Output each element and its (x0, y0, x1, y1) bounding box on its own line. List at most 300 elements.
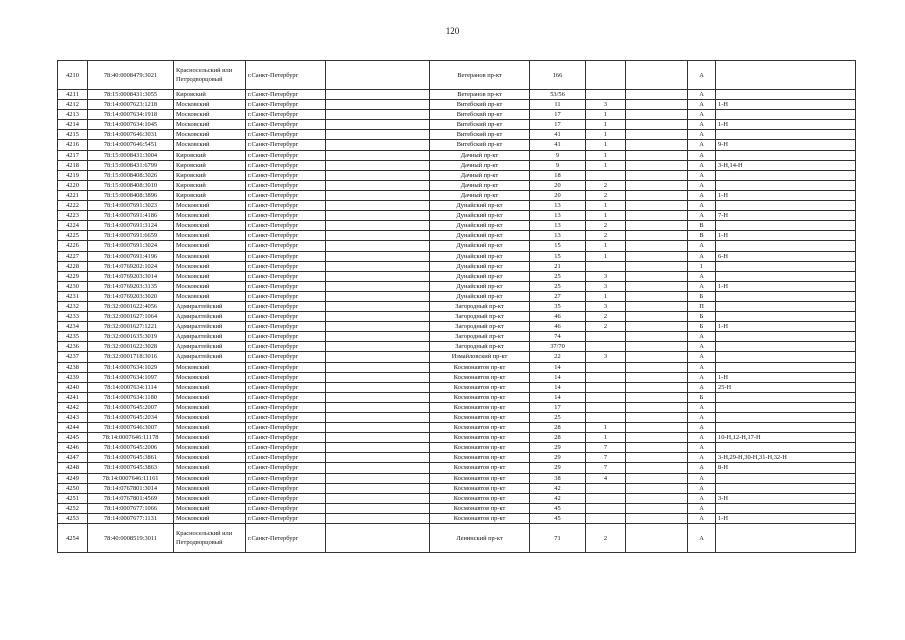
cadastral-number: 78:14:0007634:1918 (88, 110, 174, 120)
city: г.Санкт-Петербург (246, 342, 326, 352)
empty-cell (626, 211, 688, 221)
building-number: 1 (586, 120, 626, 130)
letter: А (688, 100, 716, 110)
cadastral-number: 78:14:0007691:6659 (88, 231, 174, 241)
letter: А (688, 402, 716, 412)
city: г.Санкт-Петербург (246, 231, 326, 241)
letter: Б (688, 291, 716, 301)
premises (716, 170, 856, 180)
district: Московский (174, 110, 246, 120)
empty-cell (626, 513, 688, 523)
table-row (58, 201, 856, 211)
building-number: 3 (586, 100, 626, 110)
city: г.Санкт-Петербург (246, 322, 326, 332)
street: Витебский пр-кт (430, 130, 530, 140)
house-number: 29 (530, 443, 586, 453)
house-number: 42 (530, 493, 586, 503)
row-number: 4240 (58, 382, 88, 392)
district: Московский (174, 221, 246, 231)
empty-cell (626, 503, 688, 513)
row-number: 4215 (58, 130, 88, 140)
letter: Б (688, 392, 716, 402)
row-number: 4228 (58, 261, 88, 271)
table-row (58, 251, 856, 261)
street: Космонавтов пр-кт (430, 453, 530, 463)
cadastral-number: 78:14:0007646:11161 (88, 473, 174, 483)
row-number: 4250 (58, 483, 88, 493)
row-number: 4212 (58, 100, 88, 110)
row-number: 4231 (58, 291, 88, 301)
cadastral-number: 78:14:0007645:2007 (88, 402, 174, 412)
table-row (58, 372, 856, 382)
district: Московский (174, 513, 246, 523)
district: Кировский (174, 180, 246, 190)
letter: 1 (688, 261, 716, 271)
district: Московский (174, 473, 246, 483)
street: Дунайский пр-кт (430, 271, 530, 281)
letter: А (688, 513, 716, 523)
empty-cell (626, 433, 688, 443)
letter: П (688, 301, 716, 311)
empty-cell (326, 301, 430, 311)
district: Московский (174, 402, 246, 412)
house-number: 13 (530, 211, 586, 221)
city: г.Санкт-Петербург (246, 312, 326, 322)
district: Московский (174, 483, 246, 493)
cadastral-number: 78:14:0007645:2006 (88, 443, 174, 453)
street: Дунайский пр-кт (430, 261, 530, 271)
empty-cell (626, 473, 688, 483)
letter: А (688, 150, 716, 160)
row-number: 4246 (58, 443, 88, 453)
city: г.Санкт-Петербург (246, 503, 326, 513)
cadastral-number: 78:32:0001718:3016 (88, 352, 174, 362)
building-number (586, 261, 626, 271)
cadastral-number: 78:14:0769203:3135 (88, 281, 174, 291)
row-number: 4210 (58, 61, 88, 90)
house-number: 41 (530, 130, 586, 140)
house-number: 17 (530, 402, 586, 412)
letter: А (688, 241, 716, 251)
empty-cell (626, 100, 688, 110)
empty-cell (326, 61, 430, 90)
empty-cell (326, 443, 430, 453)
empty-cell (626, 332, 688, 342)
premises (716, 342, 856, 352)
table-row (58, 170, 856, 180)
city: г.Санкт-Петербург (246, 61, 326, 90)
building-number: 3 (586, 301, 626, 311)
building-number: 1 (586, 110, 626, 120)
city: г.Санкт-Петербург (246, 372, 326, 382)
city: г.Санкт-Петербург (246, 352, 326, 362)
premises (716, 362, 856, 372)
city: г.Санкт-Петербург (246, 524, 326, 553)
district: Кировский (174, 90, 246, 100)
row-number: 4217 (58, 150, 88, 160)
row-number: 4225 (58, 231, 88, 241)
house-number: 45 (530, 513, 586, 523)
empty-cell (326, 463, 430, 473)
house-number: 41 (530, 140, 586, 150)
house-number: 9 (530, 150, 586, 160)
table-row (58, 493, 856, 503)
empty-cell (326, 453, 430, 463)
letter: А (688, 140, 716, 150)
district: Адмиралтейский (174, 322, 246, 332)
row-number: 4254 (58, 524, 88, 553)
cadastral-number: 78:15:0008431:6799 (88, 160, 174, 170)
district: Московский (174, 100, 246, 110)
district: Московский (174, 503, 246, 513)
empty-cell (626, 180, 688, 190)
premises: 9-Н (716, 140, 856, 150)
street: Ленинский пр-кт (430, 524, 530, 553)
table-row (58, 211, 856, 221)
empty-cell (326, 201, 430, 211)
street: Дунайский пр-кт (430, 251, 530, 261)
house-number: 13 (530, 201, 586, 211)
empty-cell (326, 433, 430, 443)
letter: А (688, 110, 716, 120)
premises (716, 110, 856, 120)
table-row (58, 160, 856, 170)
letter: А (688, 120, 716, 130)
empty-cell (326, 221, 430, 231)
city: г.Санкт-Петербург (246, 473, 326, 483)
street: Дачный пр-кт (430, 150, 530, 160)
city: г.Санкт-Петербург (246, 433, 326, 443)
table-row (58, 463, 856, 473)
table-row (58, 312, 856, 322)
empty-cell (326, 110, 430, 120)
building-number (586, 332, 626, 342)
row-number: 4216 (58, 140, 88, 150)
city: г.Санкт-Петербург (246, 291, 326, 301)
empty-cell (626, 140, 688, 150)
building-number (586, 342, 626, 352)
house-number: 42 (530, 483, 586, 493)
district: Московский (174, 201, 246, 211)
city: г.Санкт-Петербург (246, 453, 326, 463)
letter: А (688, 130, 716, 140)
empty-cell (626, 130, 688, 140)
building-number (586, 362, 626, 372)
table-row (58, 241, 856, 251)
building-number: 1 (586, 201, 626, 211)
empty-cell (626, 423, 688, 433)
premises (716, 301, 856, 311)
table-row (58, 190, 856, 200)
empty-cell (626, 402, 688, 412)
house-number: 29 (530, 453, 586, 463)
letter: А (688, 90, 716, 100)
empty-cell (326, 524, 430, 553)
letter: А (688, 180, 716, 190)
building-number: 3 (586, 281, 626, 291)
premises (716, 241, 856, 251)
building-number (586, 170, 626, 180)
building-number: 2 (586, 231, 626, 241)
row-number: 4223 (58, 211, 88, 221)
premises: 1-Н (716, 190, 856, 200)
premises (716, 291, 856, 301)
empty-cell (326, 513, 430, 523)
letter: А (688, 201, 716, 211)
street: Космонавтов пр-кт (430, 503, 530, 513)
district: Кировский (174, 150, 246, 160)
street: Загородный пр-кт (430, 312, 530, 322)
cadastral-number: 78:14:0007691:3023 (88, 201, 174, 211)
cadastral-number: 78:14:0007691:3124 (88, 221, 174, 231)
city: г.Санкт-Петербург (246, 221, 326, 231)
table-row (58, 483, 856, 493)
table-row (58, 513, 856, 523)
city: г.Санкт-Петербург (246, 413, 326, 423)
row-number: 4221 (58, 190, 88, 200)
empty-cell (626, 241, 688, 251)
premises (716, 261, 856, 271)
district: Адмиралтейский (174, 332, 246, 342)
letter: А (688, 160, 716, 170)
empty-cell (626, 413, 688, 423)
empty-cell (326, 190, 430, 200)
city: г.Санкт-Петербург (246, 211, 326, 221)
city: г.Санкт-Петербург (246, 301, 326, 311)
row-number: 4252 (58, 503, 88, 513)
table-row (58, 362, 856, 372)
row-number: 4233 (58, 312, 88, 322)
table-row (58, 261, 856, 271)
letter: А (688, 453, 716, 463)
empty-cell (626, 301, 688, 311)
empty-cell (326, 362, 430, 372)
house-number: 9 (530, 160, 586, 170)
empty-cell (626, 61, 688, 90)
street: Ветеранов пр-кт (430, 90, 530, 100)
street: Космонавтов пр-кт (430, 392, 530, 402)
street: Космонавтов пр-кт (430, 463, 530, 473)
city: г.Санкт-Петербург (246, 271, 326, 281)
house-number: 14 (530, 392, 586, 402)
empty-cell (326, 241, 430, 251)
empty-cell (326, 322, 430, 332)
letter: Б (688, 322, 716, 332)
premises: 1-Н (716, 100, 856, 110)
cadastral-number: 78:14:0769203:3014 (88, 271, 174, 281)
cadastral-number: 78:14:0007691:4196 (88, 251, 174, 261)
letter: А (688, 271, 716, 281)
premises: 1-Н (716, 372, 856, 382)
table-row (58, 120, 856, 130)
street: Космонавтов пр-кт (430, 423, 530, 433)
building-number: 2 (586, 524, 626, 553)
premises (716, 332, 856, 342)
premises (716, 201, 856, 211)
empty-cell (626, 342, 688, 352)
house-number: 46 (530, 312, 586, 322)
table-row (58, 402, 856, 412)
cadastral-number: 78:14:0007691:3024 (88, 241, 174, 251)
premises: 3-Н (716, 493, 856, 503)
premises (716, 150, 856, 160)
premises (716, 352, 856, 362)
letter: А (688, 61, 716, 90)
row-number: 4244 (58, 423, 88, 433)
city: г.Санкт-Петербург (246, 160, 326, 170)
empty-cell (626, 372, 688, 382)
empty-cell (326, 423, 430, 433)
row-number: 4253 (58, 513, 88, 523)
building-number (586, 90, 626, 100)
district: Московский (174, 382, 246, 392)
empty-cell (326, 160, 430, 170)
house-number: 74 (530, 332, 586, 342)
empty-cell (326, 140, 430, 150)
table-row (58, 150, 856, 160)
house-number: 25 (530, 281, 586, 291)
street: Загородный пр-кт (430, 322, 530, 332)
row-number: 4232 (58, 301, 88, 311)
empty-cell (626, 322, 688, 332)
table-row (58, 382, 856, 392)
cadastral-number: 78:14:0007634:1180 (88, 392, 174, 402)
empty-cell (326, 231, 430, 241)
building-number (586, 392, 626, 402)
district: Московский (174, 493, 246, 503)
cadastral-number: 78:15:0008408:3896 (88, 190, 174, 200)
street: Космонавтов пр-кт (430, 362, 530, 372)
premises: 1-Н (716, 322, 856, 332)
premises (716, 524, 856, 553)
table-row (58, 221, 856, 231)
empty-cell (626, 90, 688, 100)
empty-cell (326, 352, 430, 362)
row-number: 4234 (58, 322, 88, 332)
cadastral-number: 78:40:0008519:3011 (88, 524, 174, 553)
row-number: 4236 (58, 342, 88, 352)
empty-cell (326, 90, 430, 100)
house-number: 53/56 (530, 90, 586, 100)
building-number (586, 372, 626, 382)
cadastral-number: 78:14:0007646:11178 (88, 433, 174, 443)
cadastral-number: 78:14:0007634:1029 (88, 362, 174, 372)
premises (716, 392, 856, 402)
table-row (58, 90, 856, 100)
empty-cell (326, 271, 430, 281)
district: Кировский (174, 170, 246, 180)
house-number: 28 (530, 433, 586, 443)
street: Космонавтов пр-кт (430, 433, 530, 443)
empty-cell (626, 120, 688, 130)
empty-cell (626, 443, 688, 453)
empty-cell (626, 251, 688, 261)
district: Московский (174, 372, 246, 382)
row-number: 4226 (58, 241, 88, 251)
row-number: 4230 (58, 281, 88, 291)
street: Космонавтов пр-кт (430, 443, 530, 453)
table-row (58, 130, 856, 140)
house-number: 25 (530, 413, 586, 423)
city: г.Санкт-Петербург (246, 120, 326, 130)
premises (716, 413, 856, 423)
row-number: 4211 (58, 90, 88, 100)
row-number: 4222 (58, 201, 88, 211)
house-number: 29 (530, 463, 586, 473)
district: Московский (174, 120, 246, 130)
district: Московский (174, 281, 246, 291)
house-number: 13 (530, 221, 586, 231)
building-number: 1 (586, 291, 626, 301)
row-number: 4247 (58, 453, 88, 463)
district: Московский (174, 443, 246, 453)
building-number (586, 513, 626, 523)
row-number: 4218 (58, 160, 88, 170)
building-number: 3 (586, 352, 626, 362)
premises (716, 423, 856, 433)
empty-cell (626, 190, 688, 200)
street: Загородный пр-кт (430, 342, 530, 352)
city: г.Санкт-Петербург (246, 201, 326, 211)
table-row (58, 281, 856, 291)
premises (716, 130, 856, 140)
empty-cell (326, 483, 430, 493)
letter: А (688, 362, 716, 372)
street: Космонавтов пр-кт (430, 382, 530, 392)
registry-table (57, 60, 856, 553)
district: Московский (174, 413, 246, 423)
house-number: 45 (530, 503, 586, 513)
street: Космонавтов пр-кт (430, 402, 530, 412)
letter: А (688, 493, 716, 503)
city: г.Санкт-Петербург (246, 362, 326, 372)
street: Космонавтов пр-кт (430, 493, 530, 503)
street: Дунайский пр-кт (430, 211, 530, 221)
empty-cell (326, 281, 430, 291)
table-row (58, 352, 856, 362)
premises (716, 180, 856, 190)
table-row (58, 392, 856, 402)
row-number: 4251 (58, 493, 88, 503)
city: г.Санкт-Петербург (246, 261, 326, 271)
table-row (58, 332, 856, 342)
house-number: 20 (530, 190, 586, 200)
building-number: 1 (586, 211, 626, 221)
empty-cell (626, 231, 688, 241)
empty-cell (626, 382, 688, 392)
city: г.Санкт-Петербург (246, 281, 326, 291)
house-number: 18 (530, 170, 586, 180)
building-number: 1 (586, 150, 626, 160)
premises (716, 402, 856, 412)
building-number (586, 503, 626, 513)
premises (716, 483, 856, 493)
cadastral-number: 78:14:0007646:3007 (88, 423, 174, 433)
cadastral-number: 78:32:0001627:1221 (88, 322, 174, 332)
street: Ветеранов пр-кт (430, 61, 530, 90)
cadastral-number: 78:14:0007634:1114 (88, 382, 174, 392)
row-number: 4235 (58, 332, 88, 342)
premises (716, 271, 856, 281)
street: Дачный пр-кт (430, 180, 530, 190)
letter: А (688, 463, 716, 473)
building-number (586, 61, 626, 90)
empty-cell (626, 483, 688, 493)
city: г.Санкт-Петербург (246, 170, 326, 180)
empty-cell (326, 100, 430, 110)
street: Космонавтов пр-кт (430, 483, 530, 493)
premises: 1-Н (716, 120, 856, 130)
